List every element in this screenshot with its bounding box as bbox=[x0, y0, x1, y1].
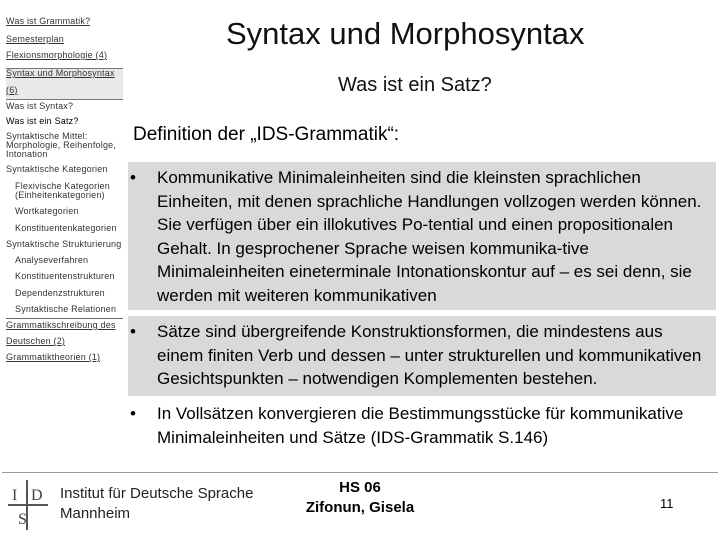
sidebar-item-grammatikschreibung-2[interactable]: Deutschen (2) bbox=[6, 336, 66, 346]
course-info bbox=[294, 478, 426, 518]
svg-text:S: S bbox=[18, 511, 27, 528]
bullet-text-1: Kommunikative Minimaleinheiten sind die kleinsten sprachlichen Einheiten, mit denen sprachliche Handlungen vollzogen werden können. Sie verfügen über ein illokutives Po-tential und einen propositionalen Gehalt. In gesprochener Sprache weisen kommunika-tive Minimaleinheiten eineterminale Intonationskontur auf – es sei denn, sie werden mit weiteren kommunikativen bbox=[157, 168, 702, 305]
sidebar-item-dependenzstrukturen[interactable]: Dependenzstrukturen bbox=[15, 288, 105, 298]
bullet-text-3: In Vollsätzen konvergieren die Bestimmungsstücke für kommunikative Minimaleinheiten und Sätze (IDS-Grammatik S.146) bbox=[157, 404, 684, 447]
definition-heading: Definition der „IDS-Grammatik“: bbox=[133, 124, 400, 145]
slide-subtitle: Was ist ein Satz? bbox=[338, 74, 492, 96]
sidebar-item-syntaktische-mittel-2[interactable]: Morphologie, Reihenfolge, bbox=[6, 140, 117, 150]
sidebar-item-was-ist-syntax[interactable]: Was ist Syntax? bbox=[6, 101, 74, 111]
svg-text:D: D bbox=[31, 487, 43, 504]
institute-name bbox=[60, 484, 253, 524]
bullet-item-1 bbox=[130, 166, 710, 308]
course-code: HS 06 bbox=[339, 479, 381, 496]
sidebar-item-syntaktische-strukturierung[interactable]: Syntaktische Strukturierung bbox=[6, 239, 122, 249]
sidebar-item-syntaktische-mittel[interactable]: Syntaktische Mittel: bbox=[6, 131, 88, 141]
bullet-marker: • bbox=[130, 322, 136, 341]
course-author: Zifonun, Gisela bbox=[305, 499, 415, 516]
bullet-marker: • bbox=[130, 404, 136, 423]
sidebar-item-konstituentenkategorien[interactable]: Konstituentenkategorien bbox=[15, 223, 117, 233]
sidebar-item-semesterplan[interactable]: Semesterplan bbox=[6, 34, 64, 44]
institute-name-line1: Institut für Deutsche Sprache bbox=[60, 485, 254, 502]
footer-divider bbox=[2, 472, 718, 473]
ids-logo-icon bbox=[6, 478, 50, 532]
sidebar-item-flexionsmorphologie[interactable]: Flexionsmorphologie (4) bbox=[6, 50, 108, 60]
svg-text:I: I bbox=[12, 487, 18, 504]
sidebar-item-syntax-morphosyntax-count[interactable]: (6) bbox=[6, 85, 18, 95]
sidebar-item-grammatiktheorien[interactable]: Grammatiktheorien (1) bbox=[6, 352, 101, 362]
sidebar-item-grammatikschreibung[interactable]: Grammatikschreibung des bbox=[6, 320, 116, 330]
bullet-item-2 bbox=[130, 320, 710, 400]
bullet-text-2: Sätze sind übergreifende Konstruktionsformen, die mindestens aus einem finiten Verb und dessen – unter strukturellen und kommunikativen Gesichtspunkten – notwendigen Komplementen bestehen. bbox=[157, 322, 702, 388]
sidebar-item-analyseverfahren[interactable]: Analyseverfahren bbox=[15, 255, 89, 265]
page-number: 11 bbox=[660, 496, 674, 511]
sidebar-item-wortkategorien[interactable]: Wortkategorien bbox=[15, 206, 79, 216]
slide-title: Syntax und Morphosyntax bbox=[226, 16, 585, 51]
sidebar-item-syntax-morphosyntax[interactable]: Syntax und Morphosyntax bbox=[6, 68, 115, 78]
sidebar-item-syntaktische-relationen[interactable]: Syntaktische Relationen bbox=[15, 304, 117, 314]
sidebar-item-was-ist-ein-satz[interactable]: Was ist ein Satz? bbox=[6, 116, 79, 126]
sidebar-item-einheitenkategorien[interactable]: (Einheitenkategorien) bbox=[15, 190, 105, 200]
sidebar-item-syntaktische-kategorien[interactable]: Syntaktische Kategorien bbox=[6, 164, 108, 174]
sidebar-divider bbox=[6, 318, 123, 319]
bullet-item-3 bbox=[130, 402, 710, 474]
bullet-marker: • bbox=[130, 168, 136, 187]
institute-name-line2: Mannheim bbox=[60, 505, 131, 522]
sidebar-item-flexivische-kategorien[interactable]: Flexivische Kategorien bbox=[15, 181, 110, 191]
sidebar-item-konstituentenstrukturen[interactable]: Konstituentenstrukturen bbox=[15, 271, 115, 281]
sidebar-item-syntaktische-mittel-3[interactable]: Intonation bbox=[6, 149, 48, 159]
sidebar-item-was-ist-grammatik[interactable]: Was ist Grammatik? bbox=[6, 16, 91, 26]
